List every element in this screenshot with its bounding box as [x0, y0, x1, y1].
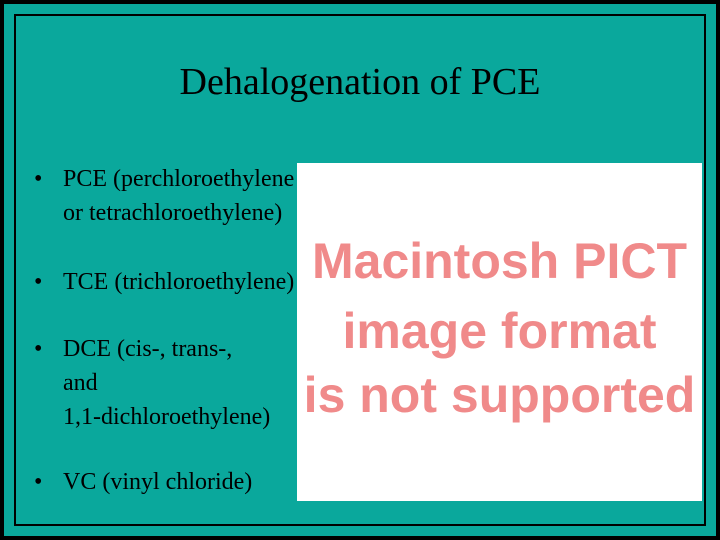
bullet-marker: • — [34, 269, 43, 295]
bullet-text-line: 1,1-dichloroethylene) — [63, 404, 271, 430]
placeholder-text-line: is not supported — [303, 367, 696, 423]
bullet-marker: • — [34, 336, 43, 362]
bullet-marker: • — [34, 469, 43, 495]
slide-title: Dehalogenation of PCE — [179, 61, 541, 103]
bullet-text-line: and — [63, 370, 98, 396]
placeholder-text-line: image format — [342, 303, 657, 359]
unsupported-image-placeholder — [297, 163, 702, 501]
placeholder-text-line: Macintosh PICT — [311, 233, 688, 289]
bullet-text-line: VC (vinyl chloride) — [63, 469, 253, 495]
bullet-text-line: PCE (perchloroethylene — [63, 166, 295, 192]
bullet-text-line: DCE (cis-, trans-, — [63, 336, 233, 362]
bullet-marker: • — [34, 166, 43, 192]
bullet-text-line: TCE (trichloroethylene) — [63, 269, 295, 295]
bullet-text-line: or tetrachloroethylene) — [63, 200, 283, 226]
